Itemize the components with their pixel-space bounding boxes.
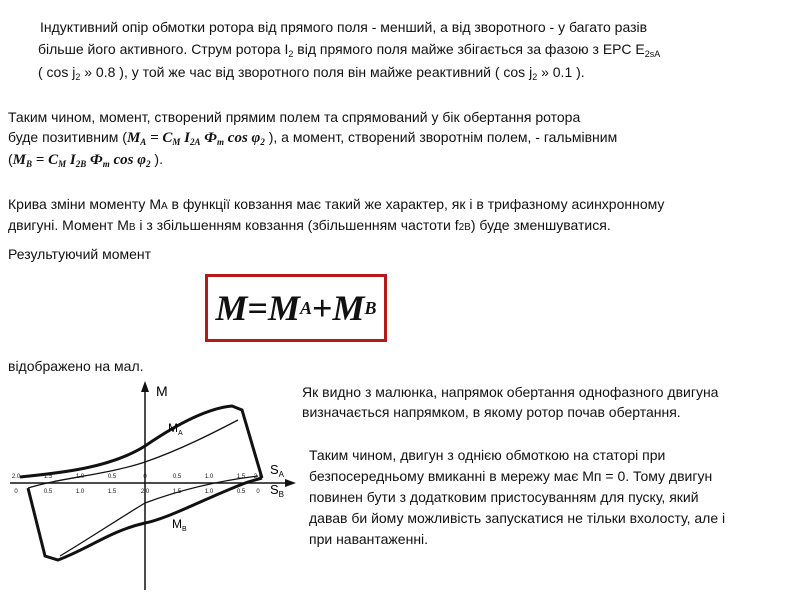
tick-label-bottom: 0.5 [43,489,53,495]
tick-label-bottom: 1.0 [204,489,214,495]
resulting-moment-label: Результуючий момент [8,246,152,262]
right-text2-line2: безпосередньому вмиканні в мережу має Мп = 0. Тому двигун [309,468,713,484]
tick-label-top: 1.5 [236,474,246,480]
formula-mb-inline: $M_B = C_M$ $I_{2B}$ $Ф_m$ $\cos \varphi_2$ [12,152,151,169]
tick-label-top: 1.5 [43,474,53,480]
axis-m-label: M [156,383,168,399]
para2-line3: ($M_B = C_M$ $I_{2B}$ $Ф_m$ $\cos \varphi_2$ ). [8,151,163,169]
right-text1-line2: визначається напрямком, в якому ротор почав обертання. [302,404,681,420]
tick-label-top: 1.0 [75,474,85,480]
formula-ma-inline: $M_A = C_M$ $I_{2A}$ $Ф_m$ $\cos \varphi_2$ [126,130,265,147]
para3-line2: двигуні. Момент МB і з збільшенням ковзання (збільшенням частоти f2B) буде зменшуватися. [8,217,611,233]
tick-label-bottom: 2.0 [140,489,150,495]
right-text1-line1: Як видно з малюнка, напрямок обертання однофазного двигуна [302,384,719,400]
para1-line1: Індуктивний опір обмотки ротора від прямого поля - менший, а від зворотного - у багато разів [40,19,648,35]
tick-label-top: 0.5 [107,474,117,480]
right-text2-line4: давав би йому можливість запускатися не тільки вхолосту, але і [309,510,726,526]
tick-label-bottom: 1.0 [75,489,85,495]
para1-line2: більше його активного. Струм ротора $I_2$ від прямого поля майже збігається за фазою з ЕРС $Е_{2sA}$ [38,41,661,59]
horizontal-axis-arrow [285,479,296,487]
tick-label-bottom: 0 [256,489,260,495]
tick-label-bottom: 0.5 [236,489,246,495]
tick-label-bottom: 1.5 [172,489,182,495]
tick-labels-top [12,474,263,480]
figure-reference-label: відображено на мал. [8,358,144,374]
tick-label-top: 0.5 [172,474,182,480]
tick-label-bottom: 1.5 [107,489,117,495]
curve-mb-label: $M_B$ [172,517,187,533]
para2-line2: буде позитивним ($M_A = C_M$ $I_{2A}$ $Ф_m$ $\cos \varphi_2$ ), а момент, створений зворотнім полем, - гальмівним [8,129,618,147]
para3-line1: Крива зміни моменту МA в функції ковзання має такий же характер, як і в трифазному асинхронному [8,196,665,212]
para1-line3: ( $\cos j_2$ » 0.8 ), у той же час від зворотного поля він майже реактивний ( $\cos j_2$ » 0.1 ). [38,64,585,82]
tick-label-top: 2.0 [11,474,21,480]
tick-label-top: 1.0 [204,474,214,480]
tick-label-bottom: 0 [14,489,18,495]
ma-curve [20,406,262,478]
axis-sa-label: $S_A$ [270,462,285,479]
tick-label-top: 2.0 [253,474,263,480]
para2-line1: Таким чином, момент, створений прямим полем та спрямований у бік обертання ротора [8,109,581,125]
right-text2-line3: повинен бути з додатковим пристосуванням для пуску, який [309,489,699,505]
tick-label-top: 0 [143,474,147,480]
resulting-moment-formula: M = M A + M B [205,274,387,342]
axis-sb-label: $S_B$ [270,482,285,499]
right-text2-line5: при навантаженні. [309,531,429,547]
vertical-axis-arrow [141,381,149,392]
right-text2-line1: Таким чином, двигун з однією обмоткою на статорі при [309,447,666,463]
torque-slip-figure [0,378,300,600]
curve-ma-label: $M_A$ [168,421,183,437]
